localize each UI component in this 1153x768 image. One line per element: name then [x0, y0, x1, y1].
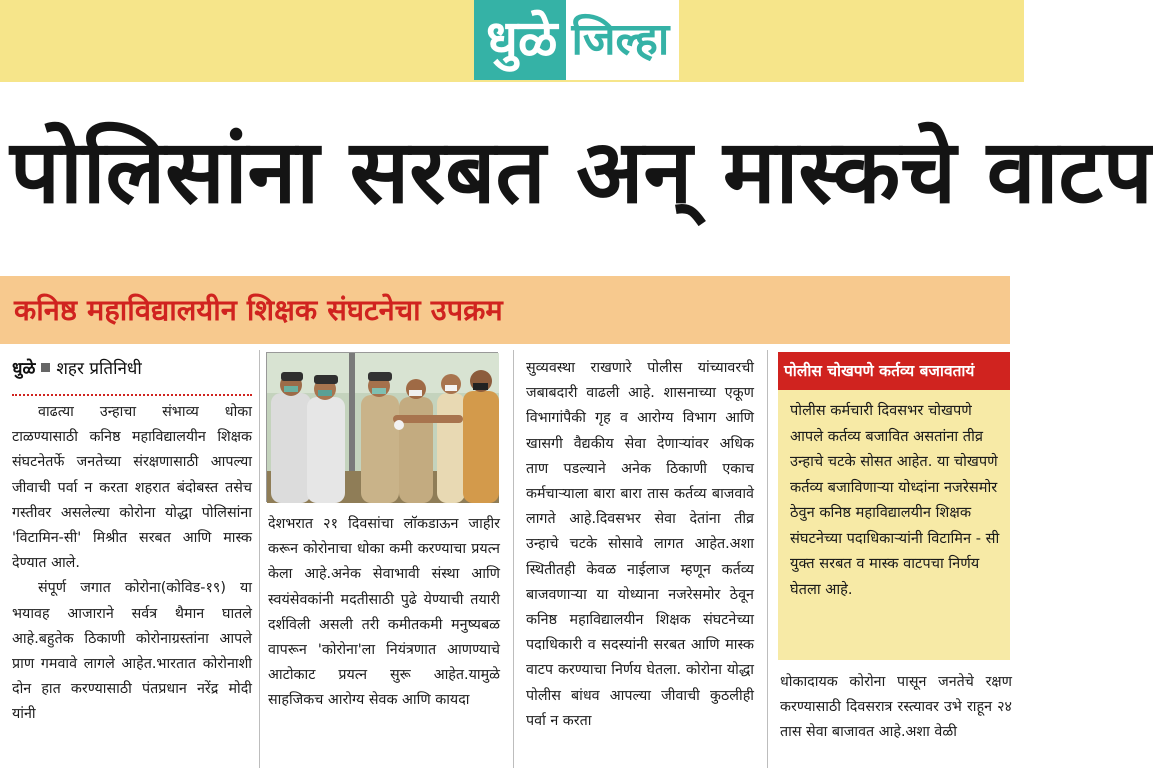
headline: पोलिसांना सरबत अन् मास्कचे वाटप — [10, 120, 1153, 223]
sidebar-text: पोलीस कर्मचारी दिवसभर चोखपणे आपले कर्तव्य बजावित असतांना तीव्र उन्हाचे चटके सोसत आहेत. या चोखपणे कर्तव्य बजाविणाऱ्या योध्दांना नजरेसमोर ठेवुन कनिष्ठ महाविद्यालयीन शिक्षक संघटनेच्या पदाधिकाऱ्यांनी विटामिन - सी युक्त सरबत व मास्क वाटपचा निर्णय घेतला आहे. — [790, 402, 1000, 598]
byline — [12, 356, 252, 382]
masthead-city: धुळे — [474, 0, 566, 80]
dotted-divider — [12, 394, 252, 396]
article-column-2 — [268, 512, 500, 768]
paragraph: धोकादायक कोरोना पासून जनतेचे रक्षण करण्यासाठी दिवसरात्र रस्त्यावर उभे राहून २४ तास सेवा बाजावत आहे.अशा वेळी — [780, 674, 1012, 741]
sidebar-title: पोलीस चोखपणे कर्तव्य बजावतायं — [778, 352, 1010, 390]
paragraph: सुव्यवस्था राखणारे पोलीस यांच्यावरची जबाबदारी वाढली आहे. शासनाच्या एकूण विभागांपैकी गृह व आरोग्य विभाग आणि खासगी वैद्यकीय सेवा देणाऱ्यांवर अधिक ताण पडल्याने अनेक ठिकाणी एकाच कर्मचाऱ्याला बारा बारा तास कर्तव्य बाजवावे लागते आहे.दिवसभर सेवा देतांना तीव्र उन्हाचे चटके सोसावे लागत आहेत.अशा स्थितीतही केवळ नाईलाज म्हणून कर्तव्य बाजवणाऱ्या या योध्याना नजरेसमोर ठेवून कनिष्ठ महाविद्यालयीन शिक्षक संघटनेच्या पदाधिकारी व सदस्यांनी सरबत आणि मास्क वाटप करण्याचा निर्णय घेतला. कोरोना योद्धा पोलीस बांधव आपल्या जीवाची कुठलीही पर्वा न करता — [526, 360, 754, 729]
byline-reporter: शहर प्रतिनिधी — [56, 359, 142, 379]
article-column-1 — [12, 400, 252, 768]
paragraph: वाढत्या उन्हाचा संभाव्य धोका टाळण्यासाठी कनिष्ठ महाविद्यालयीन शिक्षक संघटनेतर्फे जनतेच्या संरक्षणासाठी आपल्या जीवाची पर्वा न करता शहरात बंदोबस्त तसेच गस्तीवर असलेल्या कोरोना योद्धा पोलिसांना 'विटामिन-सी' मिश्रीत सरबत आणि मास्क देण्यात आले. — [12, 404, 252, 572]
news-photo — [266, 352, 498, 502]
subheadline: कनिष्ठ महाविद्यालयीन शिक्षक संघटनेचा उपक्रम — [0, 276, 1010, 344]
masthead-district: जिल्हा — [566, 0, 680, 80]
article-column-3 — [526, 356, 754, 768]
sidebar-box — [778, 352, 1010, 660]
paragraph: देशभरात २१ दिवसांचा लॉकडाऊन जाहीर करून कोरोनाचा धोका कमी करण्याचा प्रयत्न केला आहे.अनेक सेवाभावी संस्था आणि स्वयंसेवकांनी मदतीसाठी पुढे येण्याची तयारी दर्शविली असली तरी कमीतकमी मनुष्यबळ वापरून 'कोरोना'ला नियंत्रणात आणण्याचे आटोकाट प्रयत्न सुरू आहेत.यामुळे साहजिकच आरोग्य सेवक आणि कायदा — [268, 516, 500, 709]
column-divider — [259, 350, 260, 768]
column-divider — [513, 350, 514, 768]
photo-image — [267, 353, 499, 503]
paragraph: संपूर्ण जगात कोरोना(कोविड-१९) या भयावह आजाराने सर्वत्र थैमान घातले आहे.बहुतेक ठिकाणी कोरोनाग्रस्तांना आपले प्राण गमवावे लागले आहेत.भारतात कोरोनाशी दोन हात करण्यासाठी पंतप्रधान नरेंद्र मोदी यांनी — [12, 580, 252, 723]
article-column-4 — [780, 670, 1012, 768]
square-bullet-icon — [41, 363, 50, 372]
masthead — [474, 0, 679, 80]
byline-place: धुळे — [12, 359, 36, 379]
column-divider — [767, 350, 768, 768]
